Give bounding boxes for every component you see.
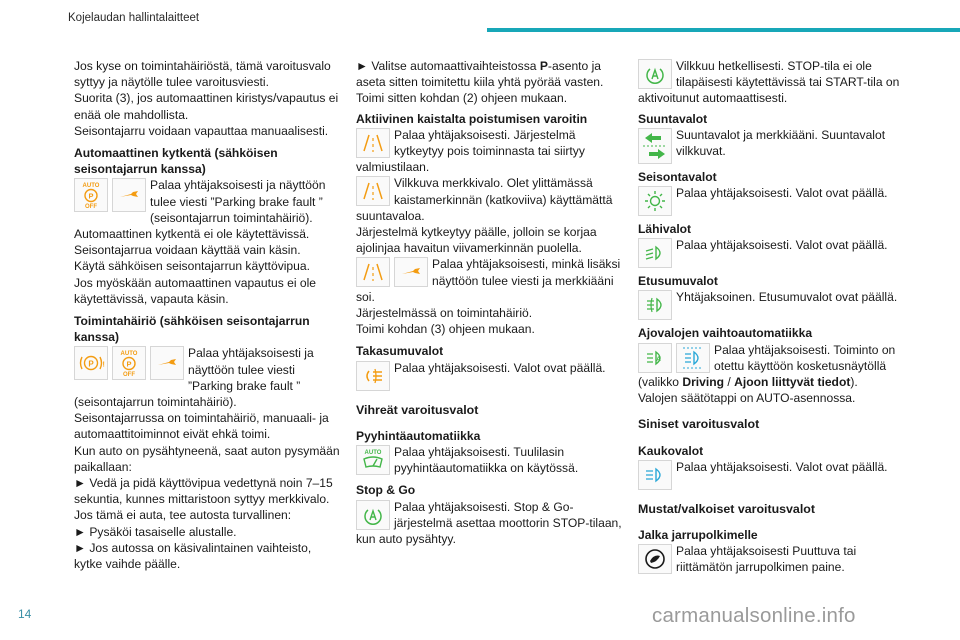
watermark: carmanualsonline.info: [652, 604, 856, 627]
section-heading: Toimintahäiriö (sähköisen seisontajarrun kanssa): [74, 314, 310, 345]
brake-pedal-icon: [638, 544, 672, 574]
svg-text:OFF: OFF: [123, 372, 135, 379]
svg-text:P: P: [126, 359, 132, 369]
paragraph: Palaa yhtäjaksoisesti. Tuulilasin pyyhintäautomatiikka on käytössä.: [394, 445, 579, 476]
service-wrench-icon: [150, 346, 184, 380]
section-heading: Ajovalojen vaihtoautomatiikka: [638, 326, 813, 341]
svg-text:P: P: [88, 191, 94, 201]
page-number: 14: [18, 607, 32, 621]
paragraph: Palaa yhtäjaksoisesti ja näyttöön tulee viesti ”Parking brake fault ” (seisontajarrun toimintahäiriö).: [74, 346, 314, 410]
section-title: Siniset varoitusvalot: [638, 417, 760, 432]
svg-text:A: A: [656, 355, 661, 363]
paragraph: Käytä sähköisen seisontajarrun käyttövipua.: [74, 259, 310, 274]
stop-go-icon: [638, 59, 672, 89]
side-lights-icon: [638, 186, 672, 216]
paragraph: ► Valitse automaattivaihteistossa P-asento ja aseta sitten toimitettu kiila yhtä pyörää vasten. Toimi sitten kohdan (2) ohjeen mukaan.: [356, 59, 604, 106]
stop-go-icon: [356, 500, 390, 530]
paragraph: Palaa yhtäjaksoisesti ja näyttöön tulee viesti ”Parking brake fault ” (seisontajarrun toimintahäiriö).: [150, 178, 326, 225]
paragraph: Palaa yhtäjaksoisesti. Valot ovat päällä.: [676, 238, 888, 253]
paragraph: Palaa yhtäjaksoisesti. Valot ovat päällä.: [394, 360, 606, 375]
section-heading: Aktiivinen kaistalta poistumisen varoitin: [356, 111, 588, 126]
icon-group: [74, 346, 184, 380]
column-1: [74, 58, 342, 572]
icon-group: [356, 445, 390, 475]
paragraph: Yhtäjaksoinen. Etusumuvalot ovat päällä.: [676, 290, 898, 305]
paragraph: Automaattinen kytkentä ei ole käytettävissä.: [74, 227, 310, 242]
paragraph: Järjestelmässä on toimintahäiriö.: [356, 306, 533, 321]
auto-park-brake-off-icon: [74, 178, 108, 212]
service-wrench-icon: [112, 178, 146, 212]
lane-departure-icon: [356, 176, 390, 206]
icon-group: [638, 343, 710, 373]
column-2: [356, 58, 626, 547]
high-beam-icon: [638, 460, 672, 490]
header-accent-bar: [487, 28, 960, 32]
low-beam-icon: [638, 238, 672, 268]
paragraph: Palaa yhtäjaksoisesti. Järjestelmä kytkeytyy pois toiminnasta tai siirtyy valmiustilaan.: [356, 127, 585, 175]
column-3: [638, 58, 908, 576]
lane-departure-icon: [356, 128, 390, 158]
icon-group: [638, 59, 672, 89]
lane-departure-icon: [356, 257, 390, 287]
section-heading: Pyyhintäautomatiikka: [356, 428, 481, 443]
icon-group: [638, 128, 672, 164]
paragraph: ► Pysäköi tasaiselle alustalle.: [74, 524, 237, 539]
icon-group: [638, 186, 672, 216]
paragraph: Palaa yhtäjaksoisesti. Valot ovat päällä.: [676, 459, 888, 474]
section-title: Mustat/valkoiset varoitusvalot: [638, 501, 815, 516]
auto-park-brake-off-icon: [112, 346, 146, 380]
auto-beam-green-icon: [638, 343, 672, 373]
section-heading: Takasumuvalot: [356, 344, 444, 359]
paragraph: Palaa yhtäjaksoisesti. Valot ovat päällä.: [676, 186, 888, 201]
turn-signal-icon: [638, 128, 672, 164]
icon-group: [74, 178, 146, 212]
front-fog-light-icon: [638, 290, 672, 320]
service-wrench-icon: [394, 257, 428, 287]
paragraph: Vilkkuu hetkellisesti. STOP-tila ei ole tilapäisesti käytettävissä tai START-tila on aktivoitunut automaattisesti.: [638, 59, 900, 106]
paragraph: Palaa yhtäjaksoisesti. Toiminto on otettu käyttöön kosketusnäytöllä (valikko Driving / Ajoon liittyvät tiedot).: [638, 342, 896, 390]
rear-fog-light-icon: [356, 361, 390, 391]
paragraph: ► Vedä ja pidä käyttövipua vedettynä noin 7–15 sekuntia, kunnes mittaristoon syttyy merkkivalo.: [74, 476, 333, 507]
section-heading: Stop & Go: [356, 483, 416, 498]
icon-group: [356, 176, 390, 206]
svg-text:P: P: [88, 359, 94, 369]
section-heading: Lähivalot: [638, 222, 692, 237]
icon-group: [356, 500, 390, 530]
paragraph: Kun auto on pysähtyneenä, saat auton pysymään paikallaan:: [74, 443, 340, 474]
section-heading: Jalka jarrupolkimelle: [638, 528, 758, 543]
paragraph: Palaa yhtäjaksoisesti, minkä lisäksi näyttöön tulee viesti ja merkkiääni soi.: [356, 257, 621, 304]
icon-group: [638, 544, 672, 574]
svg-text:AUTO: AUTO: [364, 450, 382, 457]
svg-text:AUTO: AUTO: [120, 351, 138, 358]
section-heading: Kaukovalot: [638, 443, 704, 458]
paragraph: Palaa yhtäjaksoisesti Puuttuva tai riittämätön jarrupolkimen paine.: [676, 544, 857, 575]
section-heading: Etusumuvalot: [638, 274, 718, 289]
paragraph: Jos myöskään automaattinen vapautus ei ole käytettävissä, vapauta käsin.: [74, 275, 317, 306]
paragraph: Valojen säätötappi on AUTO-asennossa.: [638, 391, 856, 406]
paragraph: Suuntavalot ja merkkiääni. Suuntavalot vilkkuvat.: [676, 127, 886, 159]
paragraph: Jos tämä ei auta, tee autosta turvallinen:: [74, 508, 292, 523]
svg-text:OFF: OFF: [85, 204, 97, 211]
section-title: Vihreät varoitusvalot: [356, 402, 479, 417]
paragraph: Seisontajarru voidaan vapauttaa manuaalisesti.: [74, 123, 329, 138]
svg-text:AUTO: AUTO: [82, 183, 100, 190]
paragraph: Vilkkuva merkkivalo. Olet ylittämässä kaistamerkinnän (katkoviiva) käyttämättä suuntavaloa.: [356, 176, 613, 223]
section-heading: Automaattinen kytkentä (sähköisen seisontajarrun kanssa): [74, 146, 278, 177]
paragraph: ► Jos autossa on käsivalintainen vaihteisto, kytke vaihde päälle.: [74, 540, 312, 572]
running-header: Kojelaudan hallintalaitteet: [68, 12, 200, 24]
icon-group: [638, 238, 672, 268]
auto-wiper-icon: [356, 445, 390, 475]
park-brake-fault-icon: [74, 346, 108, 380]
section-heading: Seisontavalot: [638, 169, 717, 184]
icon-group: [356, 257, 428, 287]
icon-group: [356, 361, 390, 391]
paragraph: Seisontajarrussa on toimintahäiriö, manuaali- ja automaattitoiminnot eivät ehkä toimi.: [74, 411, 329, 442]
paragraph: Järjestelmä kytkeytyy päälle, jolloin se korjaa ajolinjaa havaitun viivamerkinnän puolella.: [356, 225, 597, 256]
section-heading: Suuntavalot: [638, 111, 708, 126]
paragraph: Seisontajarrua voidaan käyttää vain käsin.: [74, 243, 301, 258]
paragraph: Suorita (3), jos automaattinen kiristys/vapautus ei enää ole mahdollista.: [74, 91, 339, 122]
icon-group: [638, 460, 672, 490]
icon-group: [638, 290, 672, 320]
auto-beam-blue-icon: [676, 343, 710, 373]
svg-text:!: !: [102, 361, 105, 369]
paragraph: Toimi kohdan (3) ohjeen mukaan.: [356, 322, 535, 337]
paragraph: Jos kyse on toimintahäiriöstä, tämä varoitusvalo syttyy ja näytölle tulee varoitusviesti.: [74, 59, 331, 90]
icon-group: [356, 128, 390, 158]
paragraph: Palaa yhtäjaksoisesti. Stop & Go-järjestelmä asettaa moottorin STOP-tilaan, kun auto pysähtyy.: [356, 499, 622, 547]
